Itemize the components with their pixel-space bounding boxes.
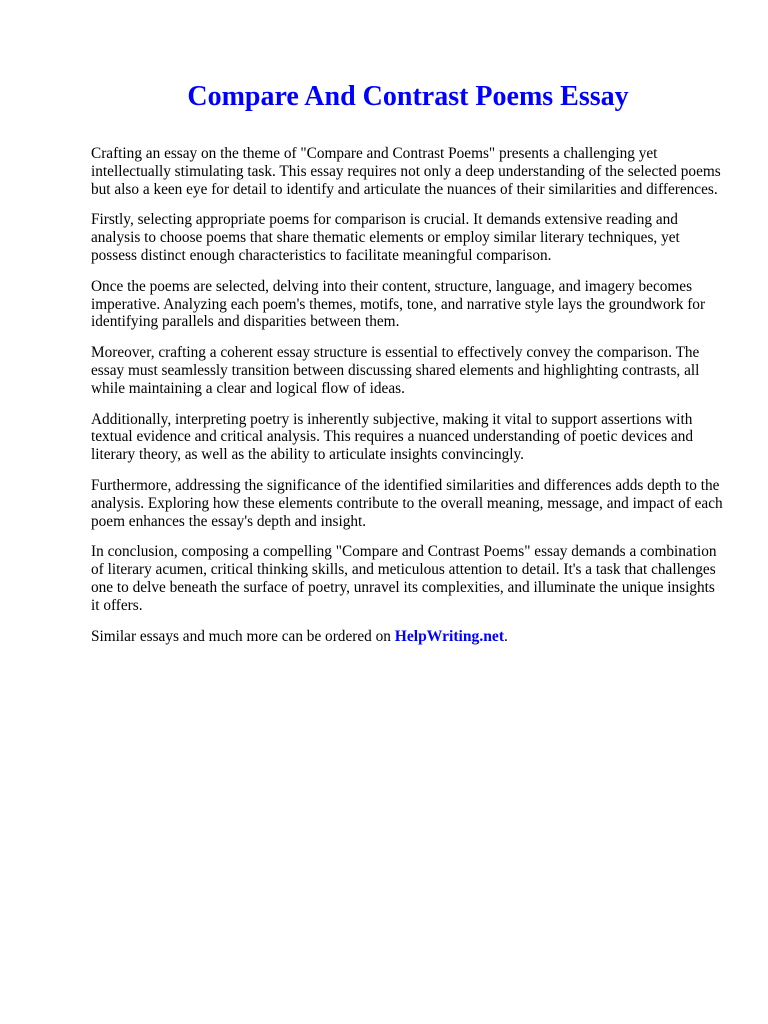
paragraph-interpretation: Additionally, interpreting poetry is inherently subjective, making it vital to support assertions with textual evidence and critical analysis. This requires a nuanced understanding of poetic devices and literary theory, as well as the ability to articulate insights convincingly.	[91, 410, 694, 464]
paragraph-selection: Firstly, selecting appropriate poems for comparison is crucial. It demands extensive reading and analysis to choose poems that share thematic elements or employ similar literary techniques, yet possess distinct enough characteristics to facilitate meaningful comparison.	[91, 211, 680, 264]
closing-line	[91, 628, 727, 646]
document-title: Compare And Contrast Poems Essay	[187, 81, 629, 112]
paragraph-intro: Crafting an essay on the theme of "Compare and Contrast Poems" presents a challenging yet intellectually stimulating task. This essay requires not only a deep understanding of the selected poems but also a keen eye for detail to identify and articulate the nuances of their similarities and differences.	[91, 145, 721, 198]
helpwriting-link[interactable]: HelpWriting.net	[394, 627, 505, 645]
paragraph-conclusion: In conclusion, composing a compelling "Compare and Contrast Poems" essay demands a combination of literary acumen, critical thinking skills, and meticulous attention to detail. It's a task that challenges one to delve beneath the surface of poetry, unravel its complexities, and illuminate the unique insights it offers.	[91, 543, 717, 614]
closing-text: Similar essays and much more can be ordered on	[91, 627, 395, 645]
paragraph-analysis: Once the poems are selected, delving into their content, structure, language, and imagery becomes imperative. Analyzing each poem's themes, motifs, tone, and narrative style lays the groundwork for identifying parallels and disparities between them.	[91, 277, 706, 331]
paragraph-structure: Moreover, crafting a coherent essay structure is essential to effectively convey the comparison. The essay must seamlessly transition between discussing shared elements and highlighting contrasts, all while maintaining a clear and logical flow of ideas.	[91, 344, 700, 397]
document-body	[91, 145, 727, 658]
paragraph-significance: Furthermore, addressing the significance of the identified similarities and differences adds depth to the analysis. Exploring how these elements contribute to the overall meaning, message, and impact of each poem enhances the essay's depth and insight.	[91, 476, 723, 530]
closing-period: .	[504, 627, 508, 645]
